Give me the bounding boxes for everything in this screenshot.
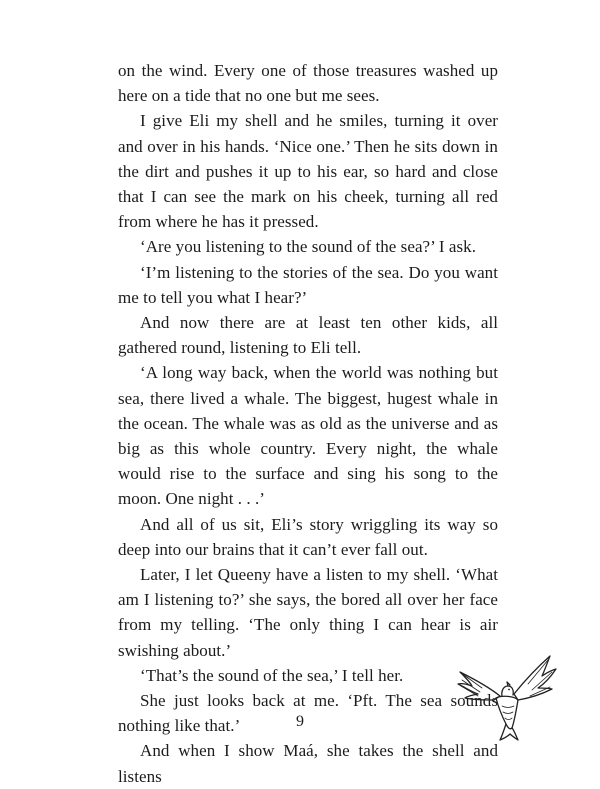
paragraph: ‘That’s the sound of the sea,’ I tell her. (140, 665, 404, 685)
bird-icon (452, 650, 562, 742)
paragraph: I give Eli my shell and he smiles, turning it over and over in his hands. ‘Nice one.’ Then he sits down in the dirt and pushes it up to his ear, so hard and close that I can see the mark on his cheek, turning all red from where he has it pressed. (118, 111, 498, 232)
page-number: 9 (296, 713, 304, 730)
paragraph: ‘Are you listening to the sound of the sea?’ I ask. (140, 237, 477, 257)
paragraph: And when I show Maá, she takes the shell and listens (118, 741, 498, 786)
paragraph: ‘A long way back, when the world was nothing but sea, there lived a whale. The biggest, hugest whale in the ocean. The whale was as old as the universe and as big as this whole country. Every night, the whale would rise to the surface and sing his song to the moon. One night . . .’ (118, 363, 498, 509)
body-text (118, 58, 498, 789)
paragraph: She just looks back at me. ‘Pft. The sea sounds nothing like that.’ (118, 691, 498, 736)
paragraph: And now there are at least ten other kids, all gathered round, listening to Eli tell. (118, 313, 498, 358)
paragraph: And all of us sit, Eli’s story wriggling its way so deep into our brains that it can’t ever fall out. (118, 514, 498, 559)
paragraph: on the wind. Every one of those treasures washed up here on a tide that no one but me sees. (118, 61, 498, 106)
paragraph: Later, I let Queeny have a listen to my shell. ‘What am I listening to?’ she says, the bored all over her face from my telling. ‘The only thing I can hear is air swishing about.’ (118, 565, 498, 660)
paragraph: ‘I’m listening to the stories of the sea. Do you want me to tell you what I hear?’ (118, 262, 498, 307)
